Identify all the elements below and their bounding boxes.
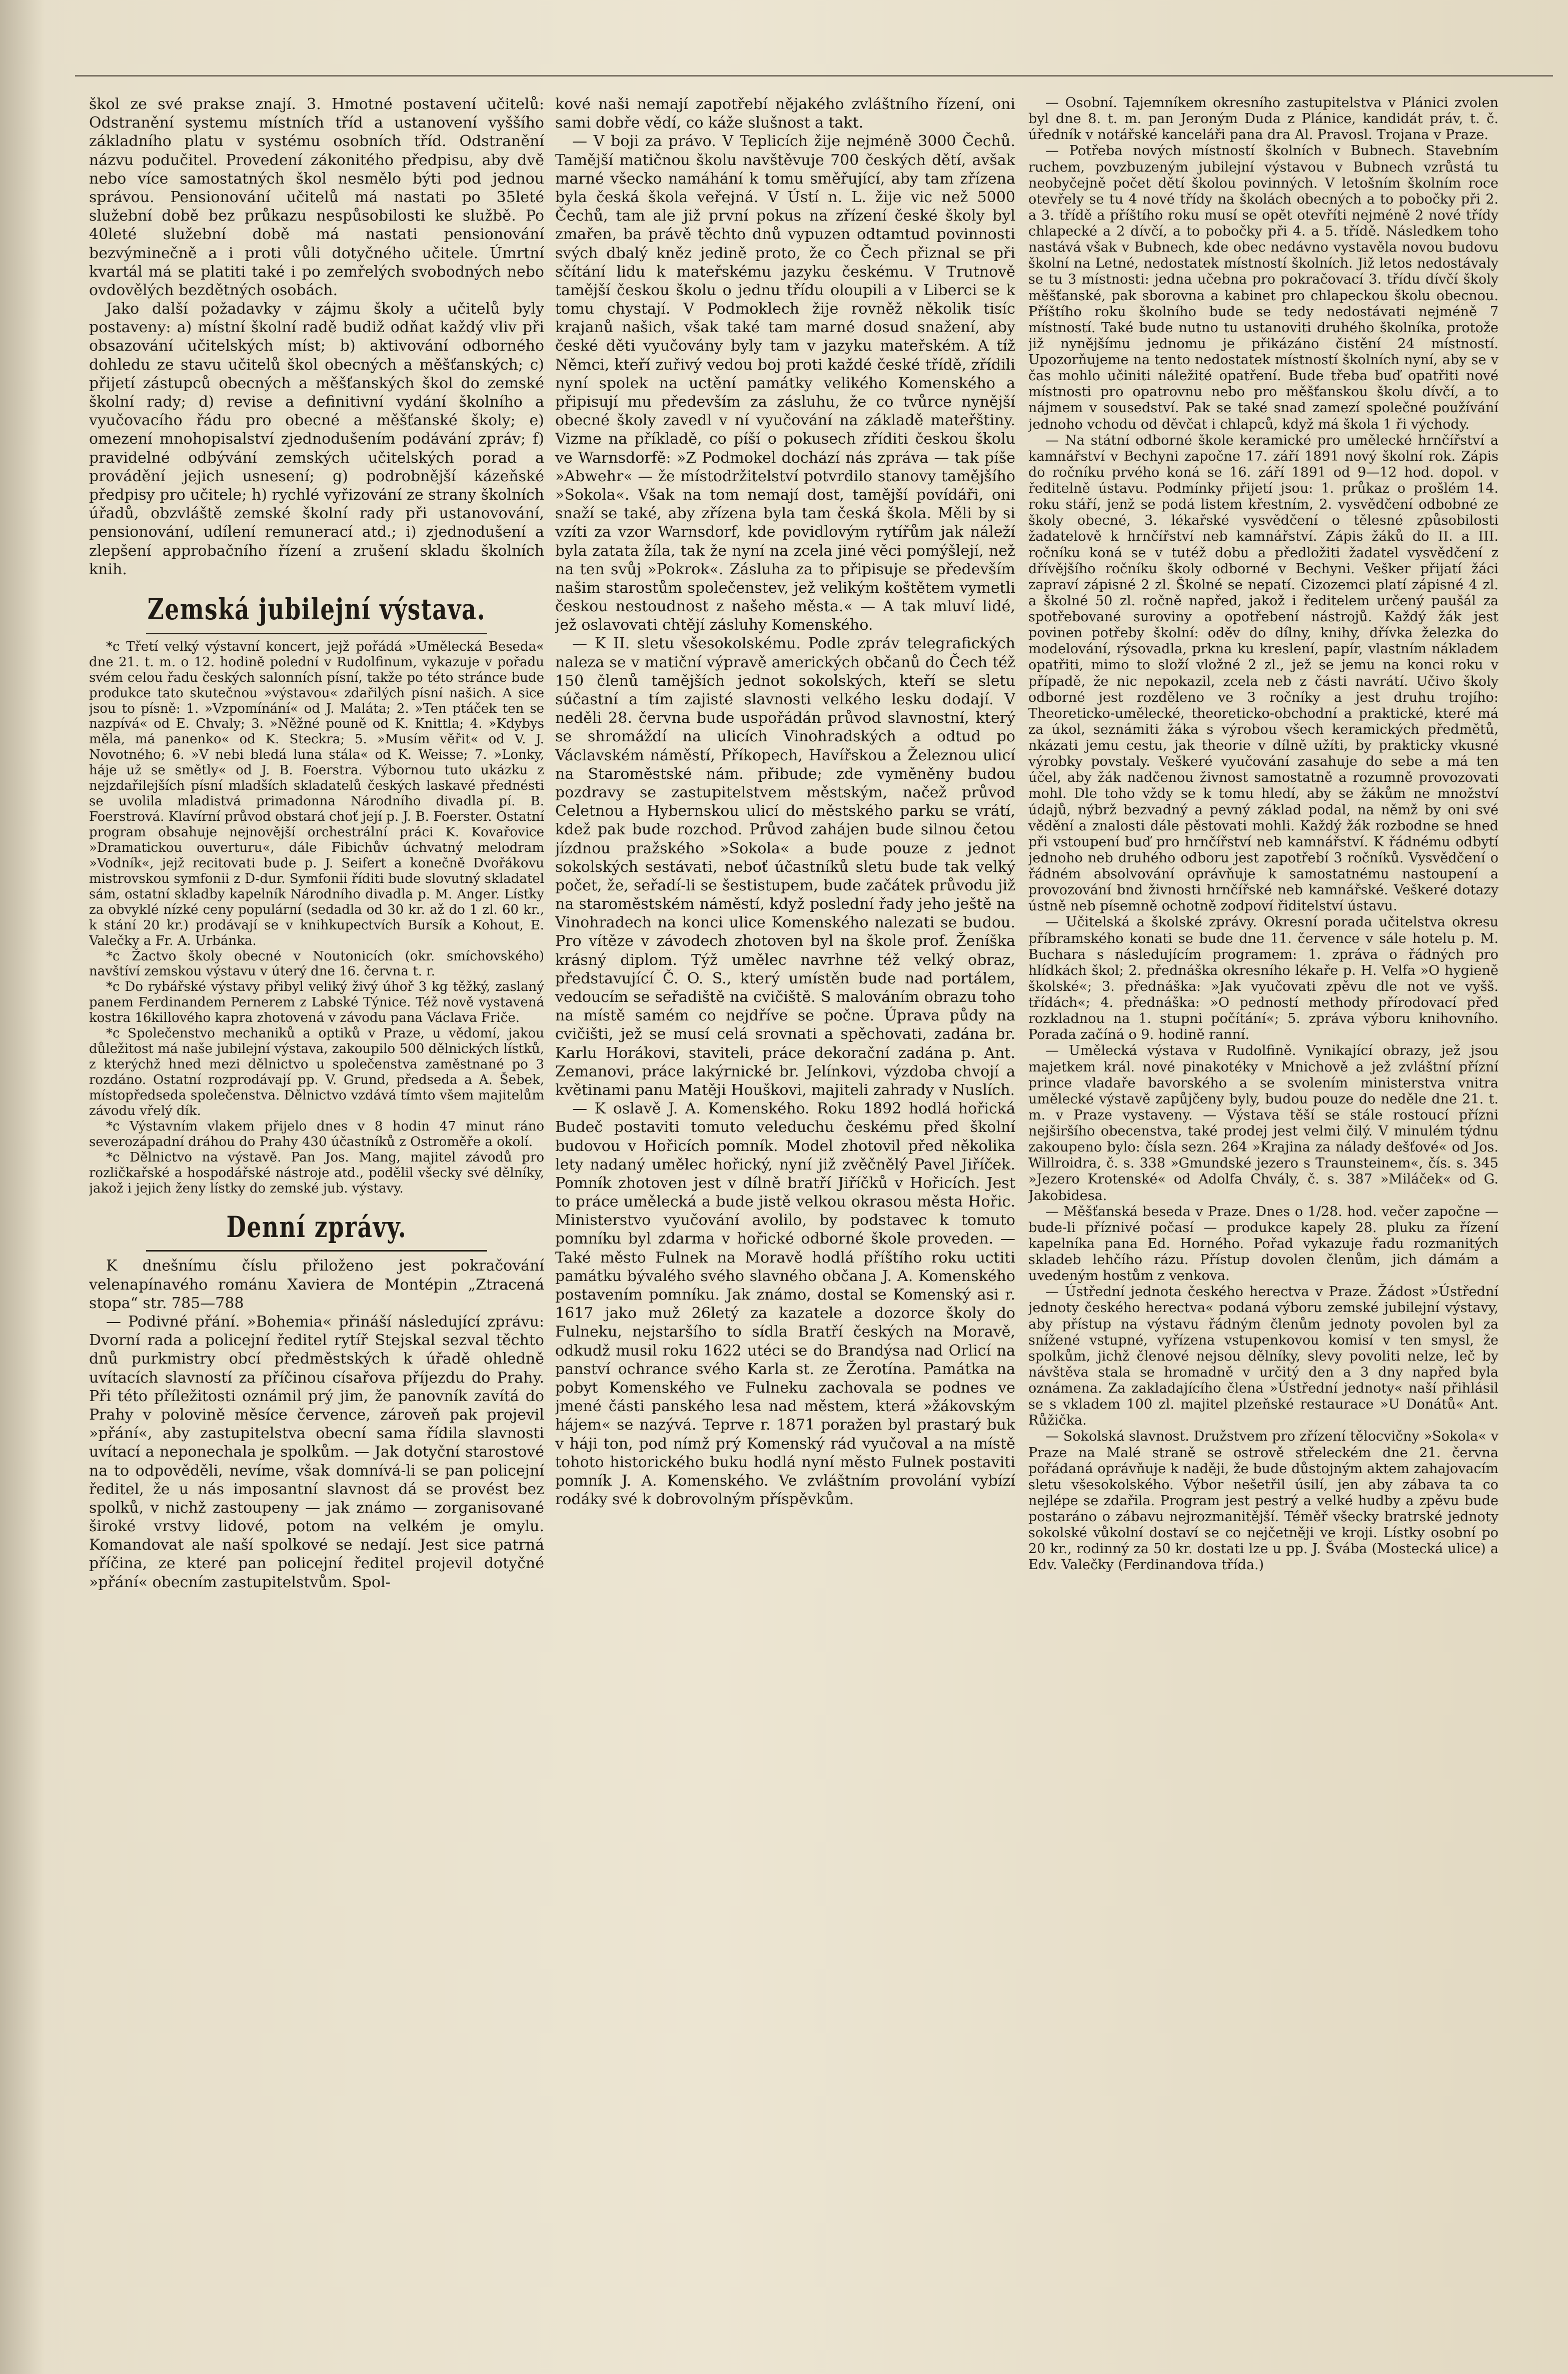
news-item: — K oslavě J. A. Komenského. Roku 1892 hodlá hořická Budeč postaviti tomuto veleduchu českému před školní budovou v Hořicích pomník. Model zhotovil před několika lety nadaný umělec hořický, nyní již zvěčnělý Pavel Jiříček. Pomník zhotoven jest v dílně bratří Jiříčků v Hořicích. Jest to práce umělecká a bude jistě velkou okrasou města Hořic. Ministerstvo vyučování avolilo, by podstavec k tomuto pomníku byl zdarma v hořické odborné škole proveden. — Také město Fulnek na Moravě hodlá příštího roku uctiti památku bývalého svého slavného občana J. A. Komenského postavením pomníku. Jak známo, dostal se Komenský asi r. 1617 jako muž 26letý za kazatele a dozorce školy do Fulneku, nejstaršího to sídla Bratří českých na Moravě, odkudž musil roku 1622 utéci se do Brandýsa nad Orlicí na panství ochrance svého Karla st. ze Žerotína. Památka na pobyt Komenského ve Fulneku zachovala se podnes ve jmené části panského lesa nad městem, která »žákovským hájem« se nazývá. Teprve r. 1871 poražen byl prastarý buk v háji ton, pod nímž prý Komenský rád vyučoval a na místě tohoto historického buku hodlá nyní město Fulnek postaviti pomník J. A. Komenského. Ve zvláštním provolání vybízí rodáky své k dobrovolným příspěvkům.	[555, 1100, 1015, 1509]
news-item: kové naši nemají zapotřebí nějakého zvláštního řízení, oni sami dobře vědí, co káže slušnost a takt.	[555, 96, 1015, 132]
news-item: — V boji za právo. V Teplicích žije nejméně 3000 Čechů. Tamější matičnou školu navštěvuje 700 českých dětí, avšak marné všecko namáhání k tomu směřující, aby tam zřízena byla česká škola veřejná. V Ústí n. L. žije vic než 5000 Čechů, tam ale již první pokus na zřízení české školy byl zmařen, ba právě těchto dnů vypuzen odtamtud povinnosti svých dbalý kněz jedině proto, že co Čech přiznal se při sčítání lidu k mateřskému jazyku českému. V Trutnově tamější českou školu o jednu třídu oloupili a v Liberci se k tomu chystají. V Podmoklech žije rovněž několik tisíc krajanů našich, však také tam marné dosud snažení, aby české děti vyučovány byly tam v jazyku mateřském. A tíž Němci, kteří zuřivý vedou boj proti každé české třídě, zřídili nyní spolek na uctění památky velikého Komenského a připisují mu především za zásluhu, že co tvůrce nynější obecné školy zavedl v ní vyučování na základě mateřštiny. Vizme na příkladě, co píší o pokusech zříditi českou školu ve Warnsdorfě: »Z Podmokel dochází nás zpráva — tak píše »Abwehr« — že místodržitelství potvrdilo stanovy tamějšího »Sokola«. Však na tom nemají dost, tamější povídáři, oni snaží se také, aby zřízena byla tam česká škola. Měli by si vzíti za vzor Warnsdorf, kde povidlovým rytířům jak náleží byla zatata žíla, tak že nyní na zcela jiné věci pomýšlejí, než na ten svůj »Pokrok«. Zásluha za to připisuje se především našim starostům společenstev, jež velikým koštětem vymetli českou nestoudnost z našeho města.« — A tak mluví lidé, jež oslavovati chtějí zásluhy Komenského.	[555, 133, 1015, 634]
news-item: — K II. sletu všesokolskému. Podle zpráv telegrafických naleza se v matiční výpravě amerických občanů do Čech též 150 členů tamějších jednot sokolských, kteří se sletu súčastní a tím zajisté slavnosti velkého lesku dodají. V neděli 28. června bude uspořádán průvod slavnostní, který se shromáždí na ulicích Vinohradských a odtud po Václavském náměstí, Příkopech, Havířskou a Železnou ulicí na Staroměstské nám. přibude; zde vyměněny budou pozdravy se zastupitelstvem městským, načež průvod Celetnou a Hybernskou ulicí do městského parku se vrátí, kdež pak bude rozchod. Průvod zahájen bude silnou četou jízdnou pražského »Sokola« a bude pouze z jednot sokolských sestávati, neboť účastníků sletu bude tak velký počet, že, seřadí-li se šestistupem, bude začátek průvodu již na staroměstském náměstí, když poslední řady jeho ještě na Vinohradech na konci ulice Komenského nalezati se budou. Pro vítěze v závodech zhotoven byl na škole prof. Ženíška krásný diplom. Týž umělec navrhne též velký obraz, představující Č. O. S., který umístěn bude nad portálem, vedoucím se seřadiště na cvičiště. S malováním obrazu toho na místě samém co nejdříve se počne. Úprava půdy na cvičišti, jež se musí celá srovnati a spěchovati, zadána br. Karlu Horákovi, staviteli, práce dekorační zadána p. Ant. Zemanovi, práce lakýrnické br. Jelínkovi, výzdoba chvojí a květinami panu Matěji Houškovi, majiteli zahrady v Nuslích.	[555, 635, 1015, 1099]
news-item: — Potřeba nových místností školních v Bubnech. Stavebním ruchem, povzbuzeným jubilejní výstavou v Bubnech vzrůstá tu neobyčejně počet dětí školou povinných. V letošním školním roce otevřely se tu 4 nové třídy na školách obecných a to pobočky při 2. a 3. třídě a příštího roku musí se opět otevříti nejméně 2 nové třídy chlapecké a 2 dívčí, a to pobočky při 4. a 5. třídě. Následkem toho nastává však v Bubnech, kde obec nedávno vystavěla novou budovu školní na Letné, nedostatek místností školních. Již letos nedostávaly se tu 3 místnosti: jedna učebna pro pokračovací 3. třídu dívčí školy měšťanské, pak sborovna a kabinet pro chlapeckou školu obecnou. Příštího roku školního bude se tedy nedostávati nejméně 7 místností. Také bude nutno tu ustanoviti druhého školníka, protože již nynějšímu jednomu je přikázáno čistění 24 místností. Upozorňujeme na tento nedostatek místností školních nyní, aby se v čas mohlo učiniti náležité opatření. Bude třeba buď opatřiti nové místnosti pro opatrovnu nebo pro měšťanskou školu dívčí, a to nájmem v sousedství. Pak se také snad zamezí společné používání jednoho vchodu od děvčat i chlapců, když má škola 1 ři východy.	[1028, 143, 1498, 432]
news-item: — Na státní odborné škole keramické pro umělecké hrnčířství a kamnářství v Bechyni započne 17. září 1891 nový školní rok. Zápis do ročníku prvého koná se 16. září 1891 od 9—12 hod. dopol. v ředitelně ústavu. Podmínky přijetí jsou: 1. průkaz o prošlém 14. roku stáří, jenž se podá listem křestním, 2. vysvědčení odbobné ze školy obecné, 3. lékařské vysvědčení o tělesné způsobilosti žadatelově k hrnčířství neb kamnářství. Zápis žáků do II. a III. ročníku koná se v tutéž dobu a předložiti žadatel vysvědčení z dřívějšího ročníku školy odborné v Bechyni. Vešker přijatí žáci zapraví zápisné 2 zl. Školné se nepatí. Cizozemci platí zápisné 4 zl. a školné 50 zl. ročně napřed, jakož i ředitelem určený paušál za spotřebované suroviny a opotřebení nástrojů. Každý žák jest povinen potřeby školní: oděv do dílny, knihy, dřívka železka do modelování, rýsovadla, prkna ku kreslení, papír, vlastním nákladem opatřiti, mimo to složí vložné 2 zl., jež se jemu na konci roku v případě, že nic nepokazil, zcela neb z části navrátí. Učivo školy odborné jest rozděleno ve 3 ročníky a jest druhu trojího: Theoreticko-umělecké, theoreticko-obchodní a praktické, které má za úkol, seznámiti žáka s výrobou všech keramických předmětů, nkázati jemu cestu, jak theorie v dílně užíti, by prakticky vkusné výrobky povstaly. Veškeré vyučování zasahuje do sebe a má ten účel, aby žák nadčenou živnost samostatně a rozumně provozovati mohl. Dle toho vždy se k tomu hledí, aby se žákům ne množství údajů, nýbrž bezvadný a pevný základ podal, na němž by oni své vědění a znalosti dále pěstovati mohli. Každý žák rozbodne se hned při vstoupení buď pro hrnčířství neb kamnářství. K řádnému odbytí jednoho neb druhého odboru jest zapotřebí 3 ročníků. Vysvědčení o řádném absolvování oprávňuje k samostatnému nastoupení a provozování bnd živnosti hrnčířské neb kamnářské. Veškeré dotazy ústně neb písemně ochotně zodpoví řiditelství ústavu.	[1028, 432, 1498, 914]
news-item: — Učitelská a školské zprávy. Okresní porada učitelstva okresu příbramského konati se bude dne 11. července v sále hotelu p. M. Buchara s následujícím programem: 1. zpráva o řádných pro hlídkách škol; 2. přednáška okresního lékaře p. H. Velfa »O hygieně školské«; 3. přednáška: »Jak vyučovati zpěvu dle not ve vyšš. třídách«; 4. přednáška: »O pedností methody přírodovací před rozkladnou na 1. stupni počítání«; 5. zpráva výboru knihovního. Porada začíná o 9. hodině ranní.	[1028, 914, 1498, 1043]
news-item: *c Žactvo školy obecné v Noutonicích (okr. smíchovského) navštíví zemskou výstavu v úterý dne 16. června t. r.	[89, 948, 544, 979]
news-item: — Ústřední jednota českého herectva v Praze. Žádost »Ústřední jednoty českého herectva« podaná výboru zemské jubilejní výstavy, aby přístup na výstavu řádným členům jednoty povolen byl za snížené vstupné, vyřízena vstupenkovou komisí v ten smysl, že spolkům, jichž členové nejsou dělníky, slevy povoliti nelze, leč by návštěva stala se hromadně v určitý den a 3 dny napřed byla oznámena. Za zakladajícího člena »Ústřední jednoty« naší přihlásil se s vkladem 100 zl. majitel plzeňské restaurace »U Donátů« Ant. Růžička.	[1028, 1284, 1498, 1429]
news-item: — Měšťanská beseda v Praze. Dnes o 1/28. hod. večer započne — bude-li příznivé počasí — produkce kapely 28. pluku za řízení kapelníka pana Ed. Horného. Pořad vykazuje řadu rozmanitých skladeb lehčího rázu. Přístup dovolen členům, jich dámám a uvedeným hostům z venkova.	[1028, 1204, 1498, 1284]
news-item: — Podivné přání. »Bohemia« přináší následující zprávu: Dvorní rada a policejní ředitel rytíř Stejskal sezval těchto dnů purkmistry obcí předměstských k úřadě ohledně uvítacích slavností za příčinou císařova příjezdu do Prahy. Při této příležitosti oznámil prý jim, že panovník zavítá do Prahy v polovině měsíce července, zároveň pak projevil »přání«, aby zastupitelstva obecní sama řídila slavnosti uvítací a neponechala je spolkům. — Jak dotyční starostové na to odpověděli, nevíme, však domnívá-li se pan policejní ředitel, že u nás imposantní slavnost dá se provést bez spolků, v nichž zastoupeny — jak známo — zorganisované široké vrstvy lidové, potom na velkém je omylu. Komandovat ale naší spolkové se nedají. Jest sice patrná příčina, ze které pan policejní ředitel projevil dotyčné »přání« obecním zastupitelstvům. Spol-	[89, 1313, 544, 1591]
section-rule	[146, 1250, 488, 1252]
column-2	[555, 95, 1015, 2344]
section-heading-exhibition: Zemská jubilejní výstava.	[147, 592, 486, 626]
column-1	[89, 95, 544, 2344]
news-item: *c Dělnictvo na výstavě. Pan Jos. Mang, majitel závodů pro rozličkařské a hospodářské nástroje atd., podělil všecky své dělníky, jakož i jejich ženy lístky do zemské jub. výstavy.	[89, 1149, 544, 1196]
news-item: *c Společenstvo mechaniků a optiků v Praze, u vědomí, jakou důležitost má naše jubilejní výstava, zakoupilo 500 dělnických lístků, z kterýchž hned mezi dělnictvo u společenstva zaměstnané po 3 rozdáno. Ostatní rozprodávají pp. V. Grund, předseda a A. Šebek, místopředseda společenstva. Dělnictvo vzdává tímto všem majitelům závodu vřelý dík.	[89, 1026, 544, 1118]
section-heading-daily-news: Denní zprávy.	[226, 1210, 407, 1244]
page-fold-shadow	[0, 0, 45, 2374]
article-paragraph: škol ze své prakse znají. 3. Hmotné postavení učitelů: Odstranění systemu místních tříd a ustanovení vyššího základního platu v systému osobních tříd. Odstranění názvu podučitel. Provedení zákonitého předpisu, aby dvě nebo více samostatných škol nesmělo býti pod jednou správou. Pensionování učitelů má nastati po 35leté služební době bez průkazu nespůsobilosti ke službě. Po 40leté služební době má nastati pensionování bezvýminečně a i proti vůli dotyčného učitele. Úmrtní kvartál má se platiti také i po zemřelých svobodných nebo ovdovělých bezdětných osobách.	[89, 96, 544, 299]
column-3	[1028, 95, 1498, 2344]
news-item: *c Do rybářské výstavy přibyl veliký živý úhoř 3 kg těžký, zaslaný panem Ferdinandem Pernerem z Labské Týnice. Též nově vystavená kostra 16killového kapra zhotovená v závodu pana Václava Friče.	[89, 979, 544, 1026]
top-rule	[75, 75, 1553, 77]
news-item: K dnešnímu číslu přiloženo jest pokračování velenapínavého románu Xaviera de Montépin „Ztracená stopa“ str. 785—788	[89, 1257, 544, 1312]
section-rule	[146, 633, 488, 634]
news-item: — Osobní. Tajemníkem okresního zastupitelstva v Plánici zvolen byl dne 8. t. m. pan Jeroným Duda z Plánice, kandidát práv, t. č. úředník v notářské kanceláři pana dra Al. Pravosl. Trojana v Praze.	[1028, 95, 1498, 143]
article-paragraph: Jako další požadavky v zájmu školy a učitelů byly postaveny: a) místní školní radě budiž odňat každý vliv při obsazování učitelských míst; b) aktivování odborného dohledu ze stavu učitelů škol obecných a měšťanských; c) přijetí zástupců obecných a měšťanských škol do zemské školní rady; d) revise a definitivní vydání školního a vyučovacího řádu pro obecné a měšťanské školy; e) omezení mnohopisalství zjednodušením podávání zpráv; f) pravidelné odbývání zemských učitelských porad a provádění jejich usnesení; g) podrobnější kázeňské předpisy pro učitele; h) rychlé vyřizování ze strany školních úřadů, obzvláště zemské školní rady při ustanovování, pensionování, udílení remunerací atd.; i) zjednodušení a zlepšení approbačního řízení a zrušení skladu školních knih.	[89, 300, 544, 578]
news-item: *c Výstavním vlakem přijelo dnes v 8 hodin 47 minut ráno severozápadní dráhou do Prahy 430 účastníků z Ostroměře a okolí.	[89, 1118, 544, 1149]
news-item: — Umělecká výstava v Rudolfině. Vynikající obrazy, jež jsou majetkem král. nové pinakotéky v Mnichově a jež zvláštní přízní prince vladaře bavorského a se svolením ministerstva vnitra umělecké výstavě zapůjčeny byly, budou pouze do neděle dne 21. t. m. v Praze vystaveny. — Výstava těší se stále rostoucí přízni nejširšího obecenstva, také prodej jest velmi čilý. V minulém týdnu zakoupeno bylo: čísla sezn. 264 »Krajina za nálady dešťové« od Jos. Willroidra, č. s. 338 »Gmundské jezero s Traunsteinem«, čís. s. 345 »Jezero Krotenské« od Adolfa Chvály, č. s. 387 »Miláček« od G. Jakobidesa.	[1028, 1043, 1498, 1204]
news-item: — Sokolská slavnost. Družstvem pro zřízení tělocvičny »Sokola« v Praze na Malé straně se ostrově střeleckém dne 21. června pořádaná oprávňuje k naději, že bude důstojným aktem zahajovacím sletu všesokolského. Výbor nešetřil úsilí, jen aby zábava ta co nejlépe se zdařila. Program jest pestrý a velké hudby a zpěvu bude postaráno o zábavu nejrozmanitější. Téměř všecky bratrské jednoty sokolské vůkolní dostaví se co nejčetněji ve kroji. Lístky osobní po 20 kr., rodinný za 50 kr. dostati lze u pp. J. Švába (Mostecká ulice) a Edv. Valečky (Ferdinandova třída.)	[1028, 1429, 1498, 1573]
news-item: *c Třetí velký výstavní koncert, jejž pořádá »Umělecká Beseda« dne 21. t. m. o 12. hodině polední v Rudolfinum, vykazuje v pořadu svém celou řadu českých salonních písní, takže po této stránce bude produkce tato skutečnou »výstavou« zdařilých písní našich. A sice jsou to písně: 1. »Vzpomínání« od J. Malátа; 2. »Ten ptáček ten se nazpívá« od E. Chvaly; 3. »Něžné pouně od K. Knittla; 4. »Kdybys měla, má panenko« od K. Steckra; 5. »Musím věřit« od V. J. Novotného; 6. »V nebi bledá luna stála« od K. Weisse; 7. »Lonky, háje už se smětly« od J. B. Foerstra. Výbornou tuto ukázku z nejzdařilejších písní mladších skladatelů českých laskavé přednésti se uvolila mladistvá primadonna Národního divadla pí. B. Foerstrová. Klavírní průvod obstará choť její p. J. B. Foerster. Ostatní program obsahuje nejnovější orchestrální práci K. Kovařovice »Dramatickou ouverturu«, dále Fibichův úchvatný melodram »Vodník«, jejž recitovati bude p. J. Seifert a konečně Dvořákovu mistrovskou symfonii z D-dur. Symfonii říditi bude slovutný skladatel sám, ostatní skladby kapelník Národního divadla p. M. Anger. Lístky za obvyklé nízké ceny populární (sedadla od 30 kr. až do 1 zl. 60 kr., k stání 20 kr.) prodávají se v knihkupectvích Bursík a Kohout, E. Valečky a Fr. A. Urbánka.	[89, 639, 544, 948]
